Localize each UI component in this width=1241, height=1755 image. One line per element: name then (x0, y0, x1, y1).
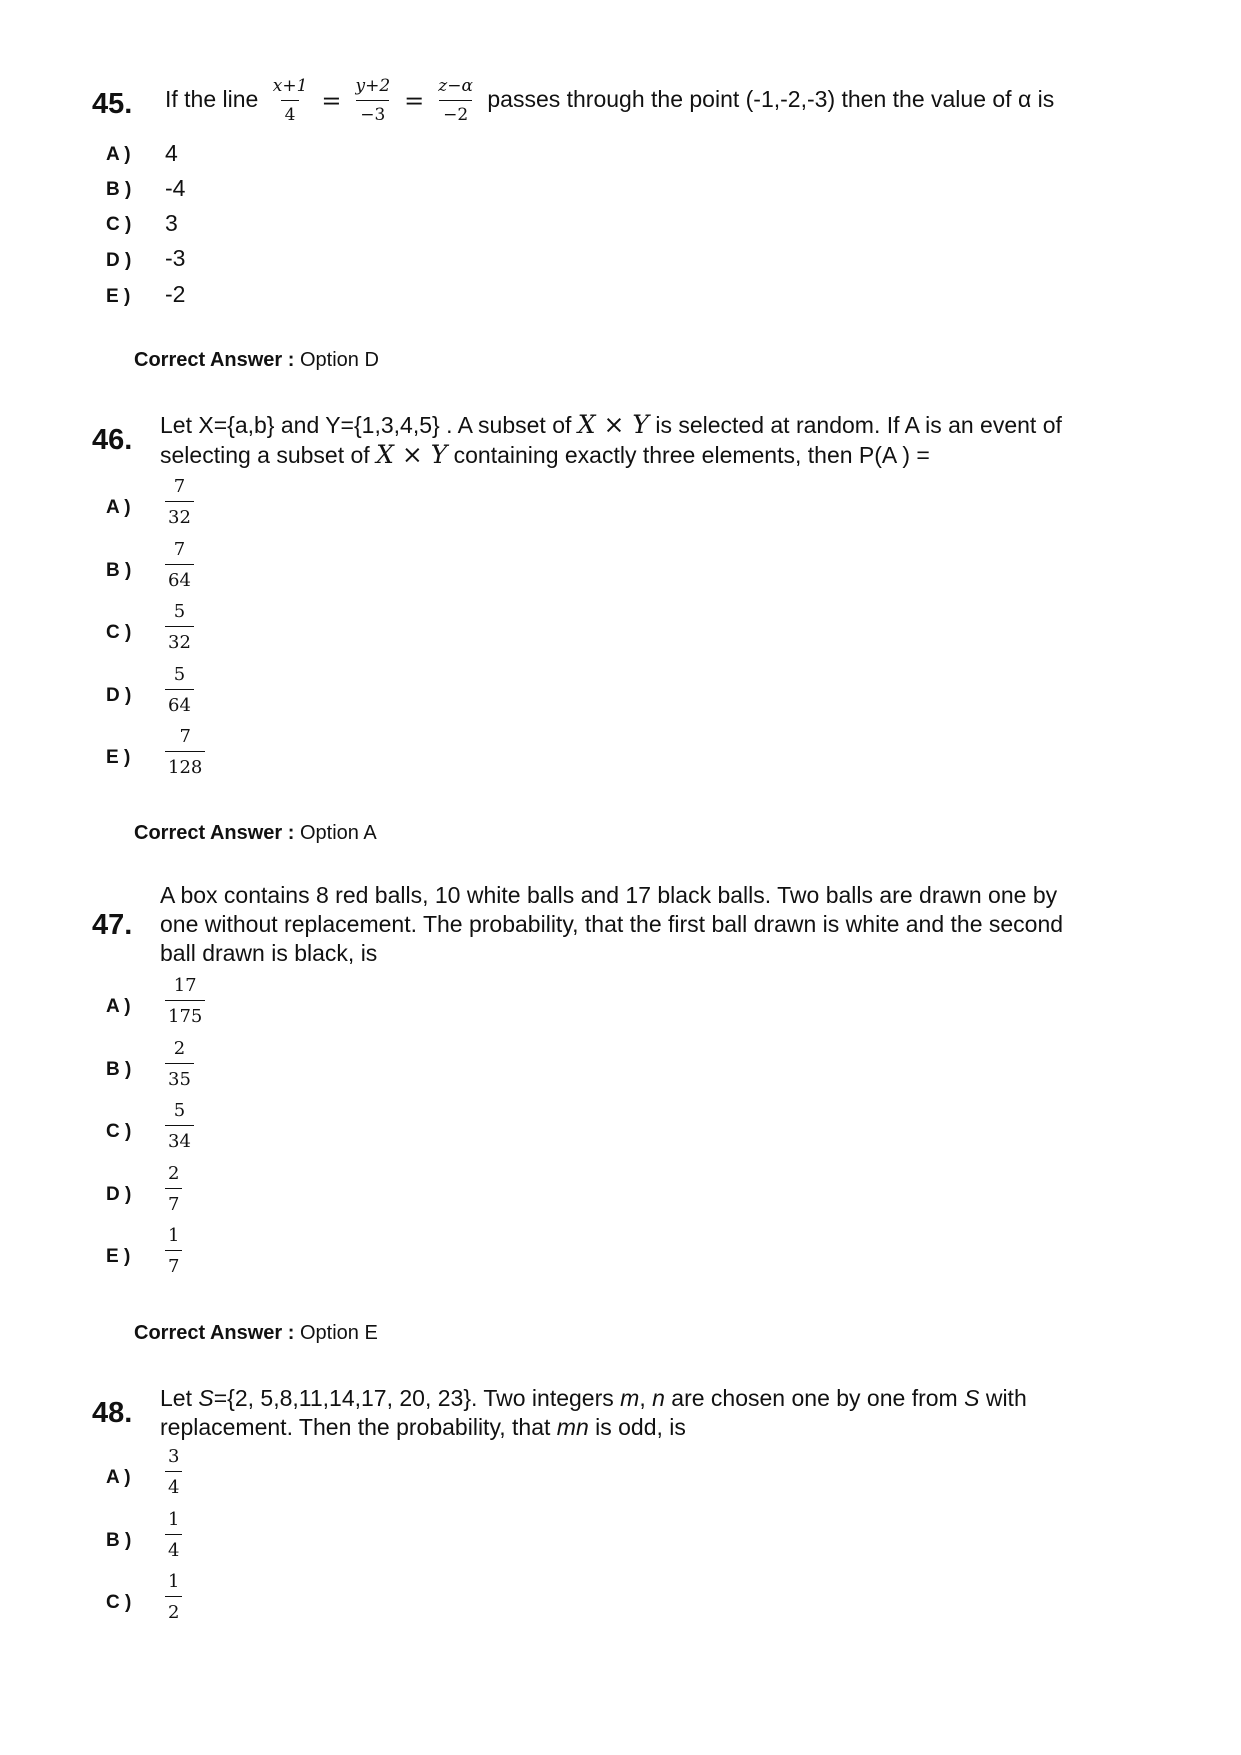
question-text-segment: with (979, 1385, 1027, 1411)
question-text-segment: Let (160, 1385, 199, 1411)
option-fraction (165, 541, 194, 590)
question-text (165, 78, 1185, 124)
option-label: D ) (106, 1184, 132, 1205)
question-text (160, 1384, 1160, 1442)
math-cartesian-product: X × Y (376, 440, 448, 469)
option-label: D ) (106, 685, 132, 706)
question-text (160, 881, 1160, 968)
equals-sign: = (321, 87, 342, 115)
option-label: B ) (106, 1530, 132, 1551)
option-fraction (165, 478, 194, 527)
option-fraction (165, 1511, 182, 1560)
option-label: E ) (106, 747, 131, 768)
question-text-line1a: Let X={a,b} and Y={1,3,4,5} . A subset of (160, 412, 572, 438)
fraction-numerator: 1 (168, 1225, 180, 1246)
fraction-numerator: y+2 (355, 76, 391, 96)
equals-sign: = (404, 87, 425, 115)
correct-answer-label: Correct Answer : (134, 1322, 295, 1344)
correct-answer-value: Option D (299, 349, 379, 371)
option-value: -2 (165, 281, 186, 307)
question-text-suffix: passes through the point (-1,-2,-3) then the value of α is (487, 86, 1055, 113)
question-number: 48. (92, 1397, 133, 1429)
correct-answer-label: Correct Answer : (134, 822, 295, 844)
fraction-numerator: x+1 (272, 76, 308, 96)
fraction-denominator: 175 (165, 1000, 205, 1026)
option-label: B ) (106, 560, 132, 581)
question-text-line2b: containing exactly three elements, then P(A ) = (453, 442, 930, 468)
option-fraction (165, 728, 205, 777)
set-s-symbol: S (964, 1385, 980, 1411)
question-text (160, 410, 1160, 470)
fraction-numerator: 5 (173, 601, 186, 622)
fraction-x (269, 78, 312, 124)
fraction-denominator: 2 (165, 1596, 182, 1622)
option-label: A ) (106, 497, 131, 518)
fraction-numerator: 7 (173, 539, 186, 560)
fraction-y (352, 78, 395, 124)
fraction-numerator: 2 (173, 1038, 186, 1059)
fraction-denominator: 32 (165, 626, 194, 652)
fraction-denominator: 35 (165, 1063, 194, 1089)
question-number: 46. (92, 424, 133, 456)
correct-answer (134, 350, 379, 370)
option-label: E ) (106, 1246, 131, 1267)
question-text-segment: ={2, 5,8,11,14,17, 20, 23}. Two integers (213, 1385, 621, 1411)
fraction-denominator: 128 (165, 751, 205, 777)
question-line: ball drawn is black, is (160, 940, 378, 966)
fraction-z (434, 78, 477, 124)
option-fraction (165, 1227, 182, 1276)
fraction-denominator: −3 (356, 100, 389, 124)
math-cartesian-product: X × Y (577, 410, 649, 439)
fraction-denominator: 4 (165, 1534, 182, 1560)
fraction-numerator: 1 (168, 1571, 180, 1592)
option-label: B ) (106, 179, 132, 200)
option-label: B ) (106, 1059, 132, 1080)
option-fraction (165, 1165, 182, 1214)
option-fraction (165, 603, 194, 652)
option-label: A ) (106, 996, 131, 1017)
question-text-segment: are chosen one by one from (664, 1385, 965, 1411)
fraction-denominator: 4 (281, 100, 300, 124)
option-fraction (165, 1573, 182, 1622)
option-label: A ) (106, 1467, 131, 1488)
correct-answer (134, 1323, 378, 1343)
question-line: one without replacement. The probability, that the first ball drawn is white and the second (160, 911, 1064, 937)
option-label: D ) (106, 250, 132, 271)
question-text-segment: replacement. Then the probability, that (160, 1414, 557, 1440)
fraction-denominator: 64 (165, 689, 194, 715)
option-label: E ) (106, 286, 131, 307)
correct-answer-value: Option A (299, 822, 377, 844)
fraction-numerator: z−α (438, 76, 473, 96)
question-line: A box contains 8 red balls, 10 white balls and 17 black balls. Two balls are drawn one by (160, 882, 1058, 908)
option-fraction (165, 1448, 182, 1497)
fraction-numerator: 1 (168, 1509, 180, 1530)
variable-m: m (620, 1385, 640, 1411)
correct-answer-label: Correct Answer : (134, 349, 295, 371)
fraction-numerator: 3 (168, 1446, 180, 1467)
correct-answer-value: Option E (299, 1322, 378, 1344)
fraction-numerator: 7 (173, 476, 186, 497)
variable-n: n (652, 1385, 665, 1411)
question-text-line2a: selecting a subset of (160, 442, 370, 468)
fraction-denominator: 7 (165, 1188, 182, 1214)
option-label: C ) (106, 1121, 132, 1142)
question-text-prefix: If the line (165, 86, 259, 113)
option-label: C ) (106, 622, 132, 643)
question-text-segment: is odd, is (588, 1414, 686, 1440)
fraction-denominator: 4 (165, 1471, 182, 1497)
fraction-denominator: 64 (165, 564, 194, 590)
option-fraction (165, 1040, 194, 1089)
variable-mn: mn (556, 1414, 589, 1440)
fraction-denominator: 34 (165, 1125, 194, 1151)
option-value: -4 (165, 175, 186, 201)
fraction-denominator: 7 (165, 1250, 182, 1276)
question-number: 45. (92, 88, 133, 120)
option-fraction (165, 977, 205, 1026)
option-label: C ) (106, 1592, 132, 1613)
fraction-numerator: 5 (173, 1100, 186, 1121)
fraction-numerator: 2 (168, 1163, 180, 1184)
option-fraction (165, 666, 194, 715)
question-text-segment: , (639, 1385, 653, 1411)
option-value: 3 (165, 210, 178, 236)
question-number: 47. (92, 909, 133, 941)
fraction-numerator: 17 (173, 975, 197, 996)
correct-answer (134, 823, 377, 843)
option-fraction (165, 1102, 194, 1151)
option-value: -3 (165, 245, 186, 271)
option-label: A ) (106, 144, 131, 165)
fraction-numerator: 7 (179, 726, 191, 747)
option-label: C ) (106, 214, 132, 235)
fraction-numerator: 5 (173, 664, 186, 685)
option-value: 4 (165, 140, 178, 166)
question-text-line1b: is selected at random. If A is an event of (655, 412, 1062, 438)
set-s-symbol: S (198, 1385, 214, 1411)
fraction-denominator: −2 (439, 100, 472, 124)
fraction-denominator: 32 (165, 501, 194, 527)
